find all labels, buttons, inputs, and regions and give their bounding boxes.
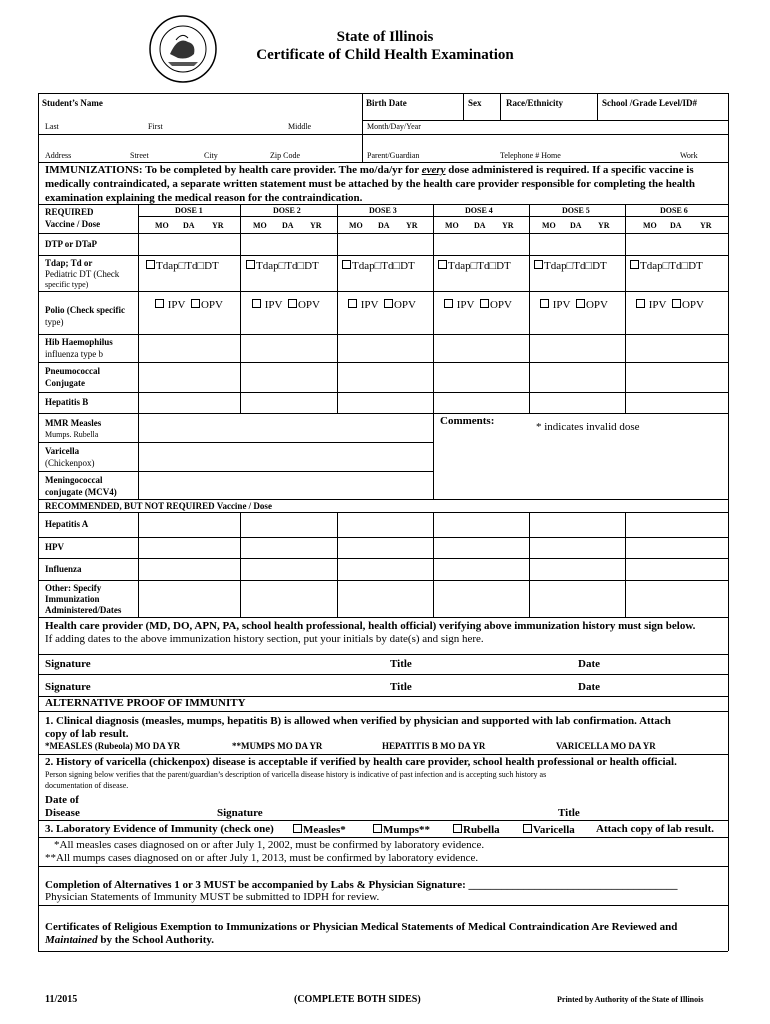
- alternative-item-1b: copy of lab result.: [45, 728, 129, 740]
- da-label: DA: [378, 221, 390, 230]
- polio-option-dose-3[interactable]: IPV OPV: [348, 299, 416, 311]
- dose-4-header: DOSE 4: [465, 206, 493, 215]
- immunizations-intro: IMMUNIZATIONS: To be completed by health care provider. The mo/da/yr for every dose administered is required. If a specific vaccine is: [45, 164, 694, 176]
- lab-mumps-checkbox[interactable]: Mumps**: [373, 824, 430, 836]
- form-date: 11/2015: [45, 994, 78, 1005]
- sex-label: Sex: [468, 98, 482, 108]
- mo-label: MO: [445, 221, 459, 230]
- hib-label-2: influenza type b: [45, 349, 103, 359]
- title-label-1: Title: [390, 658, 412, 670]
- dose-1-header: DOSE 1: [175, 206, 203, 215]
- exemption-statement: Certificates of Religious Exemption to Immunizations or Physician Medical Statements of Medical Contraindication Are Reviewed and: [45, 921, 678, 933]
- provider-statement-2: If adding dates to the above immunization history section, put your initials by date(s) and sign here.: [45, 633, 484, 645]
- alternative-item-3: 3. Laboratory Evidence of Immunity (check one): [45, 823, 274, 835]
- other-label-2: Immunization: [45, 594, 100, 604]
- parent-label: Parent/Guardian: [367, 151, 420, 160]
- item2-note-1: Person signing below verifies that the parent/guardian’s description of varicella disease history is indicative of past infection and is accepting such history as: [45, 770, 547, 779]
- comments-label: Comments:: [440, 415, 495, 427]
- date-label-2: Date: [578, 681, 600, 693]
- complete-both-sides: (COMPLETE BOTH SIDES): [294, 994, 421, 1005]
- mumps-note: **All mumps cases diagnosed on or after July 1, 2013, must be confirmed by laboratory evidence.: [45, 852, 479, 864]
- tdap-option-dose-3[interactable]: Tdap□Td□DT: [342, 260, 415, 272]
- other-label: Other: Specify: [45, 583, 102, 593]
- lab-varicella-checkbox[interactable]: Varicella: [523, 824, 575, 836]
- signature-label-1: Signature: [45, 658, 91, 670]
- telephone-label: Telephone # Home: [500, 151, 561, 160]
- title-label-3: Title: [558, 807, 580, 819]
- city-label: City: [204, 151, 218, 160]
- address-label: Address: [45, 151, 72, 160]
- yr-label: YR: [502, 221, 514, 230]
- yr-label: YR: [310, 221, 322, 230]
- idph-statement: Physician Statements of Immunity MUST be submitted to IDPH for review.: [45, 891, 380, 903]
- yr-label: YR: [212, 221, 224, 230]
- page-subtitle: Certificate of Child Health Examination: [256, 47, 514, 63]
- influenza-label: Influenza: [45, 564, 82, 574]
- provider-statement: Health care provider (MD, DO, APN, PA, school health professional, health official) verifying above immunization history must sign below.: [45, 620, 696, 632]
- date-label-1: Date: [578, 658, 600, 670]
- alternative-item-1: 1. Clinical diagnosis (measles, mumps, hepatitis B) is allowed when verified by physician and supported with lab confirmation. Attach: [45, 715, 671, 727]
- mumps-date: **MUMPS MO DA YR: [232, 741, 323, 751]
- yr-label: YR: [598, 221, 610, 230]
- zip-label: Zip Code: [270, 151, 300, 160]
- yr-label: YR: [700, 221, 712, 230]
- required-label: REQUIRED: [45, 207, 94, 217]
- work-label: Work: [680, 151, 698, 160]
- mmr-label-2: Mumps. Rubella: [45, 430, 99, 439]
- measles-date: *MEASLES (Rubeola) MO DA YR: [45, 741, 181, 751]
- polio-label-2: type): [45, 317, 64, 327]
- title-label-2: Title: [390, 681, 412, 693]
- middle-label: Middle: [288, 122, 312, 131]
- mmr-label: MMR Measles: [45, 418, 102, 428]
- race-label: Race/Ethnicity: [506, 98, 563, 108]
- varicella-date: VARICELLA MO DA YR: [556, 741, 656, 751]
- tdap-option-dose-2[interactable]: Tdap□Td□DT: [246, 260, 319, 272]
- signature-label-3: Signature: [217, 807, 263, 819]
- da-label: DA: [670, 221, 682, 230]
- polio-option-dose-5[interactable]: IPV OPV: [540, 299, 608, 311]
- item2-note-2: documentation of disease.: [45, 781, 129, 790]
- tdap-label-3: specific type): [45, 280, 89, 289]
- tdap-option-dose-4[interactable]: Tdap□Td□DT: [438, 260, 511, 272]
- immunizations-intro-2: medically contraindicated, a separate written statement must be attached by the health care provider responsible for completing the health: [45, 178, 696, 190]
- table-border-left: [38, 93, 39, 617]
- recommended-label: RECOMMENDED, BUT NOT REQUIRED Vaccine / Dose: [45, 501, 272, 511]
- polio-option-dose-2[interactable]: IPV OPV: [252, 299, 320, 311]
- lab-rubella-checkbox[interactable]: Rubella: [453, 824, 500, 836]
- street-label: Street: [130, 151, 149, 160]
- invalid-dose-note: * indicates invalid dose: [536, 421, 640, 433]
- alternative-item-2: 2. History of varicella (chickenpox) disease is acceptable if verified by health care provider, school health professional or health official.: [45, 756, 677, 768]
- hepb-label: Hepatitis B: [45, 397, 89, 407]
- attach-lab-label: Attach copy of lab result.: [596, 823, 715, 835]
- mo-label: MO: [349, 221, 363, 230]
- da-label: DA: [183, 221, 195, 230]
- table-border-top: [38, 93, 728, 94]
- immunizations-intro-3: examination explaining the medical reason for the contraindication.: [45, 192, 363, 204]
- tdap-label: Tdap; Td or: [45, 258, 93, 268]
- last-label: Last: [45, 122, 59, 131]
- exemption-statement-2: Maintained by the School Authority.: [45, 934, 215, 946]
- da-label: DA: [474, 221, 486, 230]
- tdap-option-dose-5[interactable]: Tdap□Td□DT: [534, 260, 607, 272]
- pneumo-label: Pneumococcal: [45, 366, 100, 376]
- first-label: First: [148, 122, 163, 131]
- school-label: School /Grade Level/ID#: [602, 98, 697, 108]
- students-name-label: Student’s Name: [42, 98, 103, 108]
- da-label: DA: [282, 221, 294, 230]
- yr-label: YR: [406, 221, 418, 230]
- mo-label: MO: [542, 221, 556, 230]
- polio-option-dose-1[interactable]: IPV OPV: [155, 299, 223, 311]
- hib-label: Hib Haemophilus: [45, 337, 113, 347]
- pneumo-label-2: Conjugate: [45, 378, 85, 388]
- polio-option-dose-4[interactable]: IPV OPV: [444, 299, 512, 311]
- polio-label: Polio (Check specific: [45, 305, 125, 315]
- printed-by-authority: Printed by Authority of the State of Illinois: [557, 995, 704, 1004]
- mdy-label: Month/Day/Year: [367, 122, 421, 131]
- hpv-label: HPV: [45, 542, 64, 552]
- tdap-label-2: Pediatric DT (Check: [45, 269, 120, 279]
- lab-measles-checkbox[interactable]: Measles*: [293, 824, 346, 836]
- dose-5-header: DOSE 5: [562, 206, 590, 215]
- birth-date-label: Birth Date: [366, 98, 407, 108]
- other-label-3: Administered/Dates: [45, 605, 122, 615]
- mo-label: MO: [643, 221, 657, 230]
- tdap-option-dose-1[interactable]: Tdap□Td□DT: [146, 260, 219, 272]
- tdap-option-dose-6[interactable]: Tdap□Td□DT: [630, 260, 703, 272]
- mo-label: MO: [155, 221, 169, 230]
- table-border-right: [728, 93, 729, 617]
- varicella-label-2: (Chickenpox): [45, 458, 95, 468]
- measles-note: *All measles cases diagnosed on or after July 1, 2002, must be confirmed by laboratory evidence.: [54, 839, 485, 851]
- mo-label: MO: [253, 221, 267, 230]
- meningococcal-label-2: conjugate (MCV4): [45, 487, 117, 497]
- disease-label: Disease: [45, 807, 80, 819]
- dtp-label: DTP or DTaP: [45, 239, 98, 249]
- vaccine-dose-label: Vaccine / Dose: [45, 219, 101, 229]
- dose-2-header: DOSE 2: [273, 206, 301, 215]
- page-title: State of Illinois: [336, 29, 434, 45]
- hepa-label: Hepatitis A: [45, 519, 89, 529]
- da-label: DA: [570, 221, 582, 230]
- dose-3-header: DOSE 3: [369, 206, 397, 215]
- dose-6-header: DOSE 6: [660, 206, 688, 215]
- meningococcal-label: Meningococcal: [45, 475, 103, 485]
- hepatitis-date: HEPATITIS B MO DA YR: [382, 741, 486, 751]
- signature-label-2: Signature: [45, 681, 91, 693]
- completion-statement: Completion of Alternatives 1 or 3 MUST be accompanied by Labs & Physician Signature: ______________________________________: [45, 879, 678, 891]
- varicella-label: Varicella: [45, 446, 80, 456]
- date-of-label: Date of: [45, 794, 79, 806]
- polio-option-dose-6[interactable]: IPV OPV: [636, 299, 704, 311]
- alternative-heading: ALTERNATIVE PROOF OF IMMUNITY: [45, 697, 246, 709]
